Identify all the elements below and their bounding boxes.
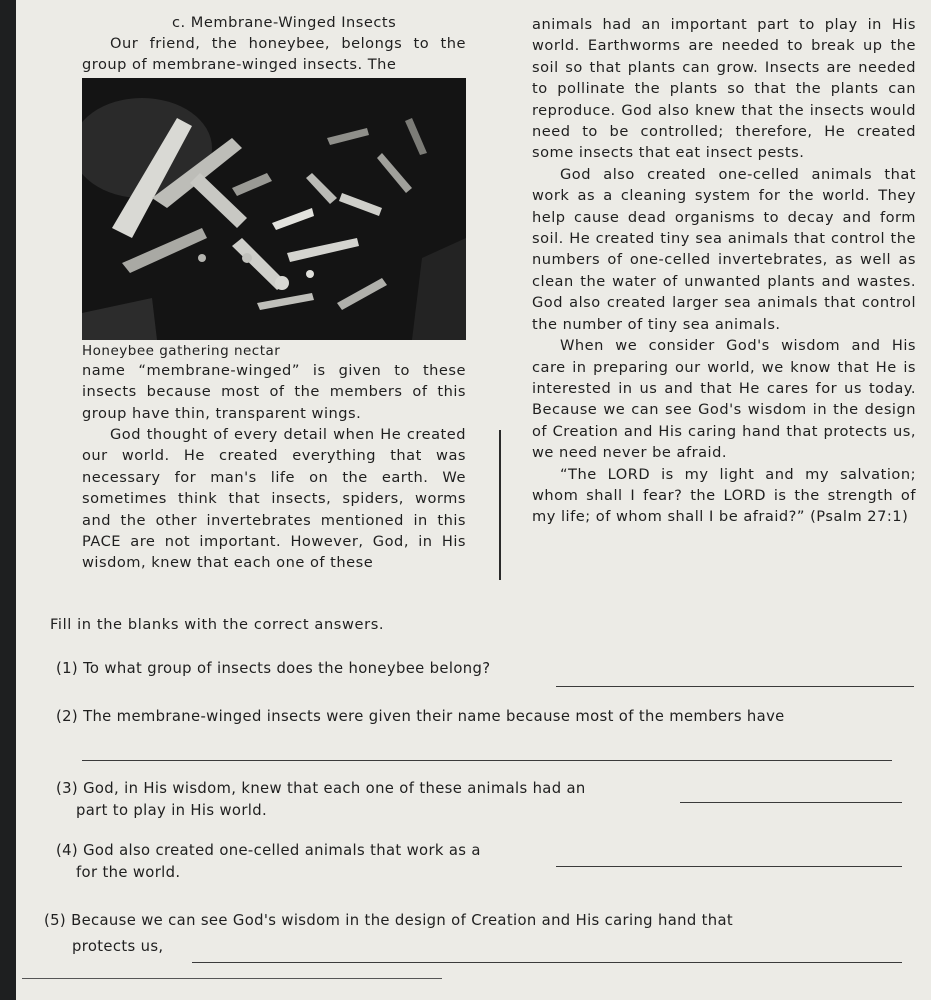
question-3-line-2: part to play in His world. [76, 802, 268, 819]
right-paragraph-3: When we consider God's wisdom and His care in preparing our world, we know that He is interested in us and that He cares for us today. Because we can see God's wisdom in the design of Creation and His caring hand that protects us, we need never be afraid. [532, 337, 916, 462]
answer-blank-2[interactable] [82, 760, 892, 761]
question-2: (2) The membrane-winged insects were given their name because most of the members have [56, 708, 785, 725]
honeybee-photo [82, 78, 466, 340]
answer-blank-1[interactable] [556, 686, 914, 687]
right-paragraph-1: animals had an important part to play in His world. Earthworms are needed to break up the soil so that plants can grow. Insects are needed to pollinate the plants so that the plants can reproduce. God also knew that the insects would need to be controlled; therefore, He created some insects that eat insect pests. [532, 16, 916, 162]
left-column [82, 12, 466, 574]
honeybee-photo-graphic [82, 78, 466, 340]
workbook-page [16, 0, 931, 1000]
left-intro-paragraph: Our friend, the honeybee, belongs to the group of membrane-winged insects. The [82, 35, 466, 74]
bottom-rule [22, 978, 442, 979]
left-paragraph-2: God thought of every detail when He created our world. He created everything that was necessary for man's life on the earth. We sometimes think that insects, spiders, worms and the other invertebrates mentioned in this PACE are not important. However, God, in His wisdom, knew that each one of these [82, 426, 466, 572]
column-divider [499, 430, 501, 580]
question-4-line-2: for the world. [76, 864, 181, 881]
answer-blank-5[interactable] [192, 962, 902, 963]
question-3-line-1: (3) God, in His wisdom, knew that each one of these animals had an [56, 780, 586, 797]
photo-caption: Honeybee gathering nectar [82, 342, 281, 359]
question-4-line-1: (4) God also created one-celled animals that work as a [56, 842, 481, 859]
question-1: (1) To what group of insects does the honeybee belong? [56, 660, 491, 677]
psalm-quote: “The LORD is my light and my salvation; whom shall I fear? the LORD is the strength of my life; of whom shall I be afraid?” (Psalm 27:1) [532, 465, 916, 526]
answer-blank-3[interactable] [680, 802, 902, 803]
question-5-line-2: protects us, [72, 938, 164, 955]
exercise-instructions: Fill in the blanks with the correct answers. [50, 616, 385, 633]
section-title: c. Membrane-Winged Insects [172, 14, 397, 31]
question-5-line-1: (5) Because we can see God's wisdom in the design of Creation and His caring hand that [44, 912, 734, 929]
left-after-paragraph: name “membrane-winged” is given to these insects because most of the members of this group have thin, transparent wings. [82, 361, 466, 422]
right-paragraph-2: God also created one-celled animals that work as a cleaning system for the world. They help cause dead organisms to decay and form soil. He created tiny sea animals that control the numbers of one-celled invertebrates, as well as clean the water of unwanted plants and wastes. God also created larger sea animals that control the number of tiny sea animals. [532, 165, 916, 333]
right-column [532, 14, 916, 528]
answer-blank-4[interactable] [556, 866, 902, 867]
